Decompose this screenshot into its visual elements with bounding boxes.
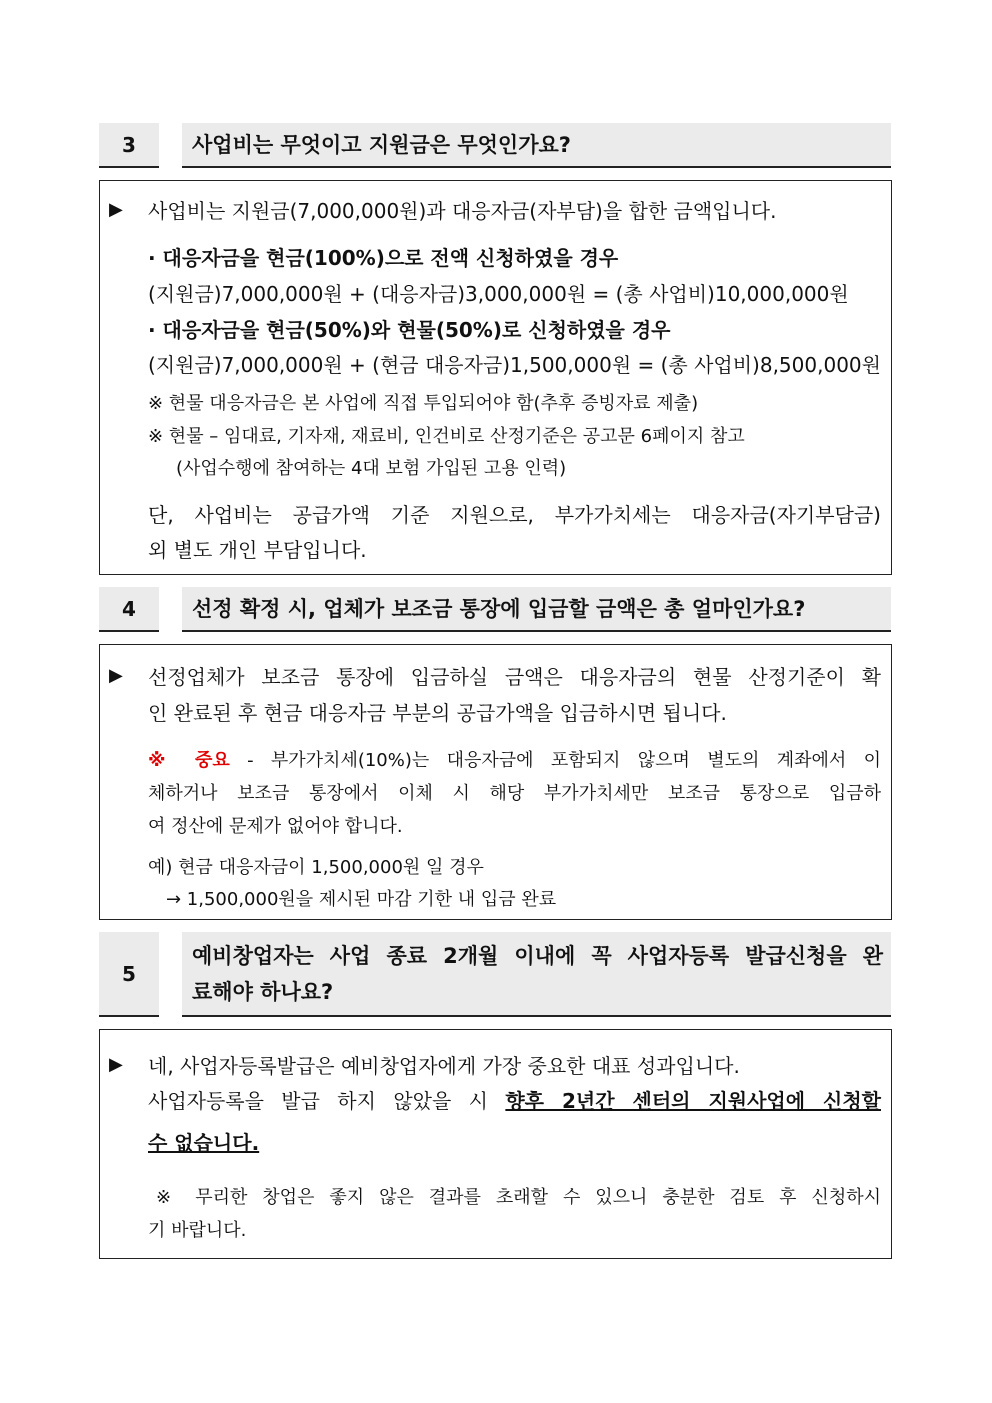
q5-note1: ※ 무리한 창업은 좋지 않은 결과를 초래할 수 있으니 충분한 검토 후 신청하시 xyxy=(156,1187,881,1208)
q4-number: 4 xyxy=(99,587,159,632)
q5-line2-emphasis: 향후 2년간 센터의 지원사업에 신청할 xyxy=(505,1089,881,1113)
q4-example1: 예) 현금 대응자금이 1,500,000원 일 경우 xyxy=(148,857,484,878)
q3-note2b: (사업수행에 참여하는 4대 보험 가입된 고용 인력) xyxy=(176,458,567,479)
q5-line2 xyxy=(148,1085,881,1114)
q4-example2: → 1,500,000원을 제시된 마감 기한 내 입금 완료 xyxy=(166,889,557,910)
q3-note1: ※ 현물 대응자금은 본 사업에 직접 투입되어야 함(추후 증빙자료 제출) xyxy=(148,393,699,414)
q4-important1 xyxy=(148,746,881,772)
important-text: - 부가가치세(10%)는 대응자금에 포함되지 않으며 별도의 계좌에서 이 xyxy=(229,750,881,771)
q4-title: 선정 확정 시, 업체가 보조금 통장에 입금할 금액은 총 얼마인가요? xyxy=(182,587,891,632)
bullet-arrow-icon: ▶ xyxy=(109,665,123,686)
q3-case1-title: · 대응자금을 현금(100%)으로 전액 신청하였을 경우 xyxy=(148,246,619,270)
q3-vat2: 외 별도 개인 부담입니다. xyxy=(148,538,367,562)
q3-number: 3 xyxy=(99,123,159,168)
q5-answer-box xyxy=(99,1029,892,1259)
q5-title-line1: 예비창업자는 사업 종료 2개월 이내에 꼭 사업자등록 발급신청을 완 xyxy=(192,943,883,968)
q3-case1-formula: (지원금)7,000,000원 + (대응자금)3,000,000원 = (총 사업비)10,000,000원 xyxy=(148,282,849,306)
q5-title-line2: 료해야 하나요? xyxy=(192,979,334,1004)
q3-line1: 사업비는 지원금(7,000,000원)과 대응자금(자부담)을 합한 금액입니다. xyxy=(148,199,777,223)
q5-line3 xyxy=(148,1127,881,1156)
q4-answer-box xyxy=(99,644,892,920)
q5-number: 5 xyxy=(99,932,159,1017)
q3-case2-formula: (지원금)7,000,000원 + (현금 대응자금)1,500,000원 = (총 사업비)8,500,000원 xyxy=(148,353,881,377)
important-label: ※ 중요 xyxy=(148,750,230,771)
q5-title xyxy=(182,932,891,1017)
bullet-arrow-icon: ▶ xyxy=(109,1054,123,1075)
q4-important3: 여 정산에 문제가 없어야 합니다. xyxy=(148,816,403,837)
q4-line2: 인 완료된 후 현금 대응자금 부분의 공급가액을 입금하시면 됩니다. xyxy=(148,701,727,725)
q5-note2: 기 바랍니다. xyxy=(148,1220,247,1241)
q4-important2: 체하거나 보조금 통장에서 이체 시 해당 부가가치세만 보조금 통장으로 입금하 xyxy=(148,783,881,804)
bullet-arrow-icon: ▶ xyxy=(109,199,123,220)
q4-line1: 선정업체가 보조금 통장에 입금하실 금액은 대응자금의 현물 산정기준이 확 xyxy=(148,665,881,689)
q5-line3-emphasis: 수 없습니다. xyxy=(148,1131,260,1155)
q5-line2-text: 사업자등록을 발급 하지 않았을 시 xyxy=(148,1089,506,1113)
q3-title: 사업비는 무엇이고 지원금은 무엇인가요? xyxy=(182,123,891,168)
q3-answer-box xyxy=(99,180,892,575)
q3-note2: ※ 현물 – 임대료, 기자재, 재료비, 인건비로 산정기준은 공고문 6페이지 참고 xyxy=(148,426,745,447)
q5-line1: 네, 사업자등록발급은 예비창업자에게 가장 중요한 대표 성과입니다. xyxy=(148,1054,740,1078)
q3-vat1: 단, 사업비는 공급가액 기준 지원으로, 부가가치세는 대응자금(자기부담금) xyxy=(148,503,881,527)
q3-case2-title: · 대응자금을 현금(50%)와 현물(50%)로 신청하였을 경우 xyxy=(148,318,671,342)
